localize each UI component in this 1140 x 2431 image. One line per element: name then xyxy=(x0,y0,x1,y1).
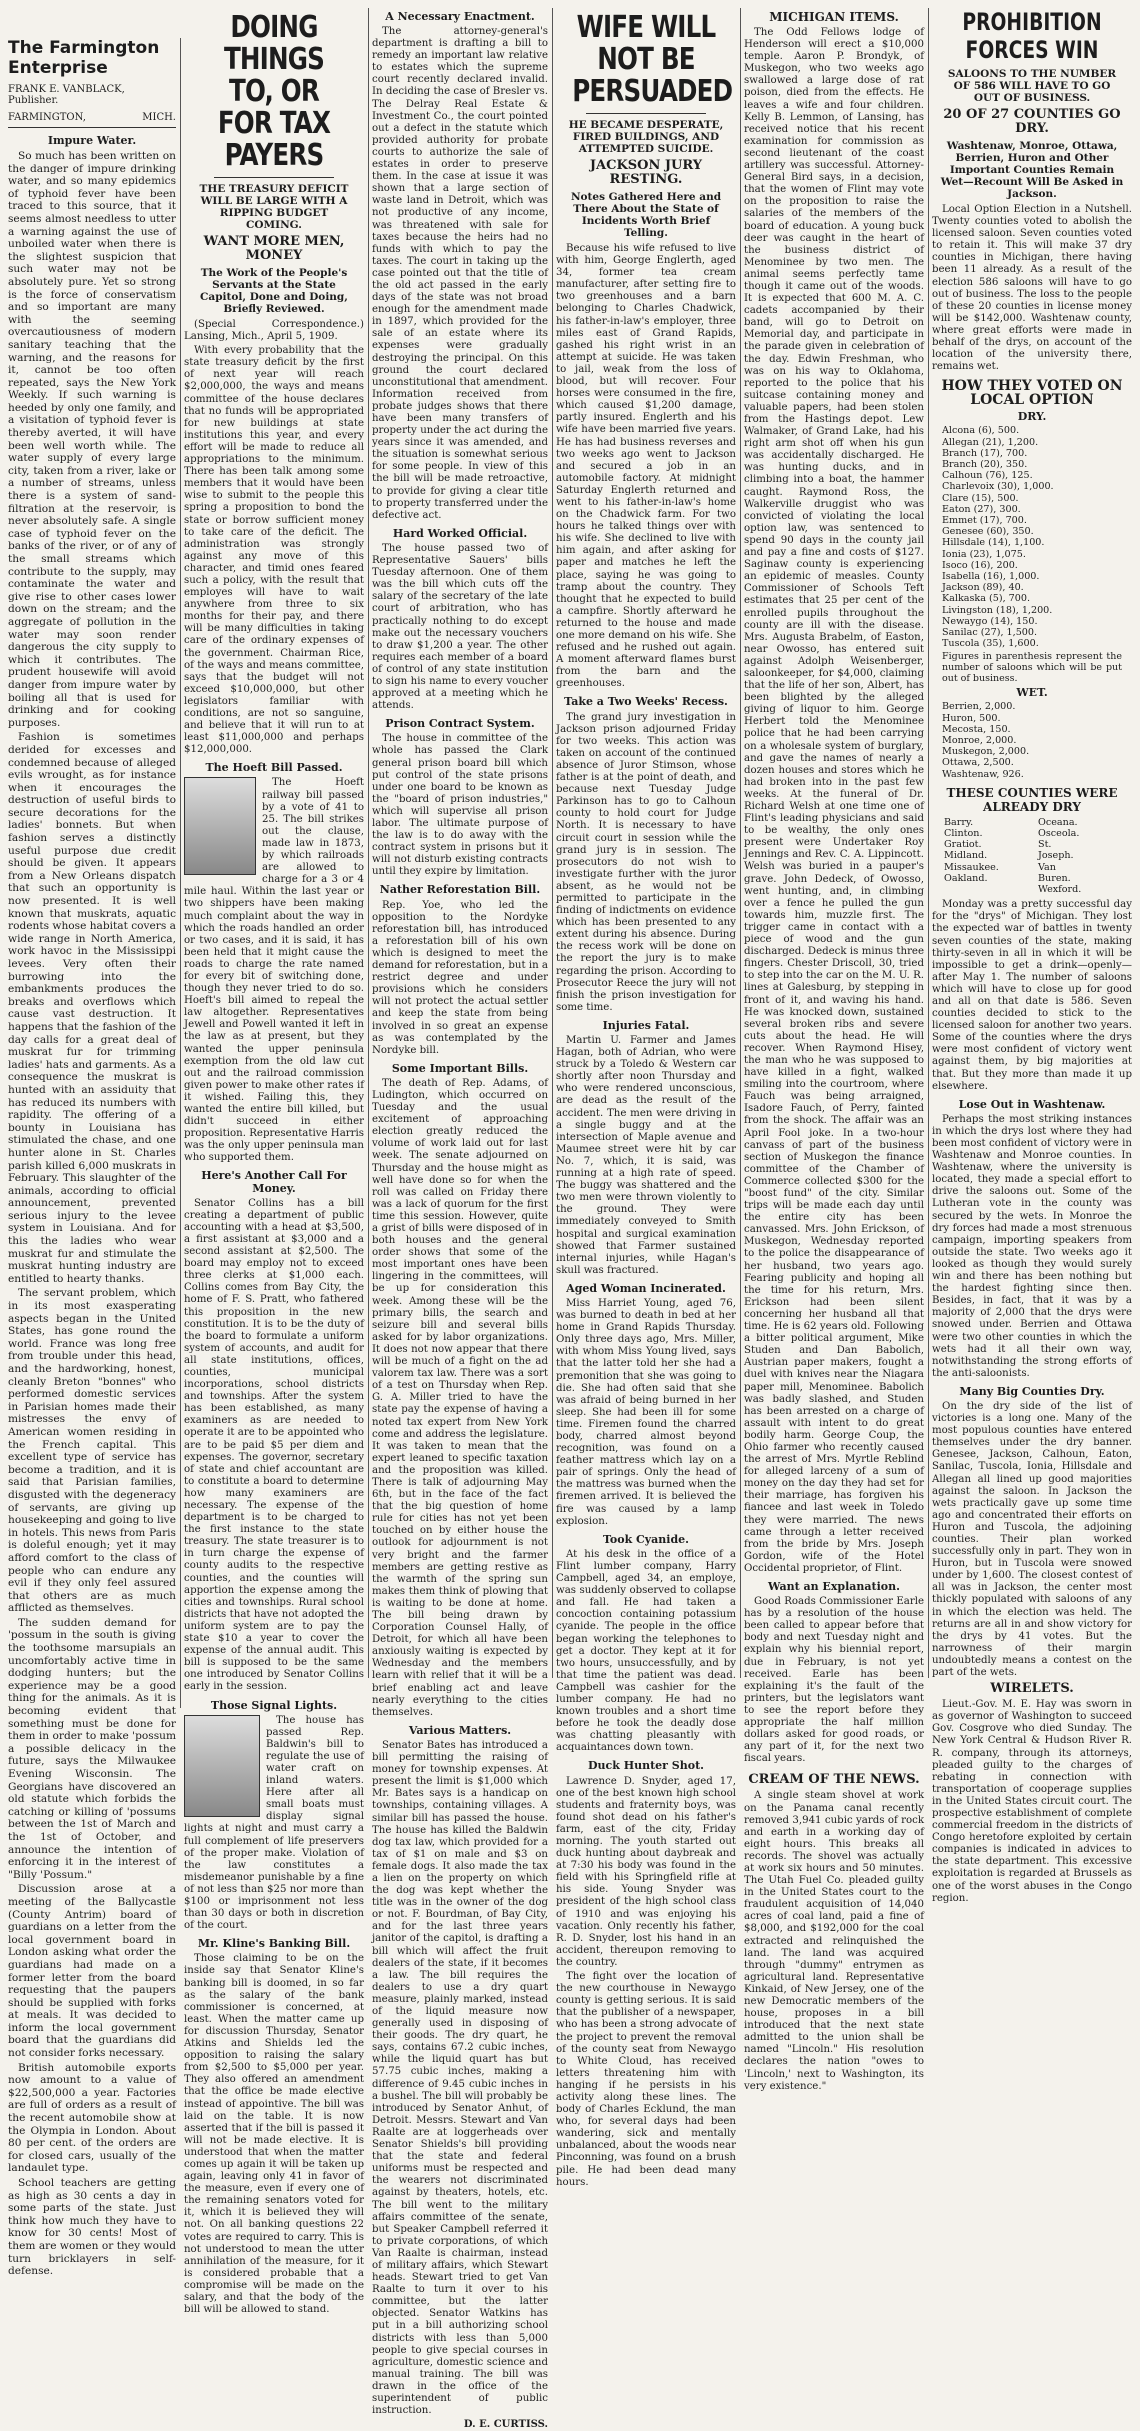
column-rule xyxy=(552,8,553,1678)
column-rule xyxy=(928,8,929,1678)
article-heading: Many Big Counties Dry. xyxy=(959,1384,1105,1398)
already-dry-col xyxy=(944,817,1038,895)
article-heading: Mr. Kline's Banking Bill. xyxy=(197,1937,351,1951)
paragraph: Good Roads Commissioner Earle has by a resolution of the house been called to appear before that body and next Tuesday night and explain why his biennial report, due in February, is not yet received. Earle has been explaining it's the fault of the printers, but the legislators want to see the report before they appropriate the half million dollars asked for good roads, or any part of it, for the next two fiscal years. xyxy=(744,1596,924,1765)
masthead-publisher: FRANK E. VANBLACK, Publisher. xyxy=(8,84,125,106)
article-heading: Prison Contract System. xyxy=(385,717,535,731)
dry-county-item: Isabella (16), 1,000. xyxy=(942,570,1040,582)
list-label: DRY. xyxy=(1017,410,1047,424)
column-1 xyxy=(8,8,176,2278)
column-rule xyxy=(368,8,369,1678)
column-3 xyxy=(372,8,549,2431)
section-heading: HOW THEY VOTED ON LOCAL OPTION xyxy=(941,378,1123,409)
column-4 xyxy=(556,8,736,2188)
footnote: Figures in parenthesis represent the number of saloons which will be put out of business. xyxy=(942,651,1122,685)
paragraph: British automobile exports now amount to a value of $22,500,000 a year. Factories are full of orders as a result of the recent automobile show at the Olympia in London. About 80 per cent. of the orders are for closed cars, usually of the landaulet type. xyxy=(8,2061,176,2175)
paragraph: Monday was a pretty successful day for the "drys" of Michigan. They lost the expected war of battles in twenty seven counties of the state, making thirty-seven in all in which it will be impossible to get a drink—openly—after May 1. The number of saloons which will have to close up for good and all on that date is 586. Seven counties decided to stick to the licensed saloon for another two years. Some of the counties where the drys were most confident of victory went against them, by big majorities at that. But they more than made it up elsewhere. xyxy=(932,899,1132,1092)
article-heading: Impure Water. xyxy=(47,134,137,147)
paragraph: A single steam shovel at work on the Panama canal recently removed 3,941 cubic yards of rock and earth in a working day of eight hours. This breaks all records. The shovel was actually at work six hours and 50 minutes. The Utah Fuel Co. pleaded guilty in the United States court to the fraudulent acquisition of 14,040 acres of coal land, paid a fine of $8,000, and $192,000 for the coal extracted and relinquished the land. The land was acquired through "dummy" entrymen as agricultural land. Representative Kinkaid, of New Jersey, one of the new Democratic members of the house, proposes in a bill introduced that the next state admitted to the union shall be named "Lincoln." His resolution declares the nation "owes to 'Lincoln,' next to Washington, its very existence." xyxy=(744,1790,924,2092)
deck-title: 20 OF 27 COUNTIES GO DRY. xyxy=(943,107,1121,136)
paragraph: On the dry side of the list of victories is a long one. Many of the most populous counties have entered themselves under the dry banner. Genesee, Jackson, Calhoun, Eaton, Sanilac, Tuscola, Ionia, Hillsdale and Allegan all lined up good majorities against the saloon. In Jackson the wets practically gave up some time ago and concentrated their efforts on Huron and Tuscola, the adjoining counties. Their plan worked successfully only in part. They won in Huron, but in Tuscola were snowed under by 1,600. The closest contest of all was in Jackson, the center most thickly populated with saloons of any in which the election was held. The returns are all in and show victory for the drys by 41 votes. But the narrowness of their margin undoubtedly means a contest on the part of the wets. xyxy=(932,1400,1132,1679)
paragraph: Perhaps the most striking instances in which the drys lost where they had been most confident of victory were in Washtenaw and Monroe counties. In Washtenaw, where the university is located, they made a special effort to drive the saloons out. Some of the Lutheran vote in the county was secured by the wets. In Monroe the dry forces had made a most strenuous campaign, importing speakers from outside the state. Two weeks ago it looked as though they would surely win and there has been nothing but the hardest fighting since then. Besides, in fact, that it was by a majority of 2,000 that the drys were snowed under. Berrien and Ottawa were two other counties in which the wets had it all their own way, notwithstanding the strong efforts of the anti-saloonists. xyxy=(932,1113,1132,1379)
dry-county-item: Isoco (16), 200. xyxy=(942,559,1018,571)
already-dry-item: St. Joseph. xyxy=(1038,839,1074,862)
paragraph: Senator Bates has introduced a bill permitting the raising of money for township expenses. At present the limit is $1,000 which Mr. Bates says is a handicap on townships, containing villages. A similar bill has passed the house. The house has killed the Baldwin dog tax law, which provided for a tax of $1 on male and $3 on female dogs. It also made the tax a lien on the property on which the dog was kept whether the title was in the owner of the dog or not. F. Bourdman, of Bay City, and for the last three years janitor of the capitol, is drafting a bill which will affect the fruit dealers of the state, if it becomes a law. The bill requires the dealers to use a dry quart measure, plainly marked, instead of the liquid measure now generally used in disposing of their goods. The dry quart, he says, contains 67.2 cubic inches, while the liquid quart has but 57.75 cubic inches, making a difference of 9.45 cubic inches in a bushel. The bill will probably be introduced by Senator Anhut, of Detroit. Messrs. Stewart and Van Raalte are at loggerheads over Senator Shields's bill providing that the state and federal uniforms must be respected and the wearers not discriminated against by theaters, hotels, etc. The bill went to the military affairs committee of the senate, but Speaker Campbell referred it to private corporations, of which Van Raalte is chairman, instead of military affairs, which Stewart heads. Stewart tried to get Van Raalte to turn it over to his committee, but the latter objected. Senator Watkins has put in a bill authorizing school districts with less than 5,000 people to give special courses in agriculture, domestic science and manual training. The bill was drawn in the office of the superintendent of public instruction. xyxy=(372,1739,548,2417)
dry-county-item: Alcona (6), 500. xyxy=(942,425,1020,437)
dry-county-item: Branch (20), 350. xyxy=(942,458,1028,470)
deck: Washtenaw, Monroe, Ottawa, Berrien, Huron and Other Important Counties Remain Wet—Recount Will Be Asked in Jackson. xyxy=(940,140,1124,200)
already-dry-item: Oceana. xyxy=(1038,816,1078,828)
paragraph: The sudden demand for 'possum in the south is giving the toothsome marsupials an uncomfortably active time in dodging hunters; but the experience may be a good thing for the animals. As it is becoming evident that something must be done for them in order to make 'possum a possible delicacy in the future, says the Milwaukee Evening Wisconsin. The Georgians have discovered an old statute which forbids the catching or killing of 'possums between the 1st of March and the 1st of October, and announce the intention of enforcing it in the interest of "Billy 'Possum." xyxy=(8,1616,176,1881)
paragraph: The attorney-general's department is drafting a bill to remedy an important law relative to estates which the supreme court recently declared invalid. In deciding the case of Bresler vs. The Delray Real Estate & Investment Co., the court pointed out a defect in the statute which provided authority for probate courts to authorize the sale of estates in order to preserve them. In the case at issue it was shown that a large section of waste land in Detroit, which was not productive of any income, was threatened with sale for taxes because the heirs had no funds with which to pay the taxes. The court in taking up the case pointed out that the title of the old act passed in the early days of the state was not broad enough for the amendment made in 1897, which provided for the sale of an estate where its expenses were gradually destroying the principal. On this ground the court declared unconstitutional that amendment. Information received from probate judges shows that there have been many transfers of property under the act during the years since it was amended, and the situation is somewhat serious for some people. In view of this the bill will be made retroactive, to provide for giving a clear title to property transferred under the defective act. xyxy=(372,26,549,521)
paragraph: Local Option Election in a Nutshell. Twenty counties voted to abolish the licensed saloon. Seven counties voted to retain it. This will make 37 dry counties in Michigan, there having been 11 already. As a result of the election 586 saloons will have to go out of business. The loss to the people of these 20 counties in license money will be $142,000. Washtenaw county, where great efforts were made in behalf of the drys, on account of the location of the university there, remains wet. xyxy=(932,204,1132,373)
article-body xyxy=(932,204,1132,373)
article-heading: A Necessary Enactment. xyxy=(385,10,535,23)
divider xyxy=(586,113,706,114)
section-heading: THESE COUNTIES WERE ALREADY DRY xyxy=(946,785,1118,814)
masthead-publisher-row xyxy=(8,84,176,106)
portrait-image xyxy=(184,777,256,875)
wet-county-list xyxy=(942,701,1132,779)
paragraph: Martin U. Farmer and James Hagan, both of Adrian, who were struck by a Toledo & Western car shortly after noon Thursday and who were rendered unconscious, are dead as the result of the accident. The men were driving in a single buggy and at the intersection of Maple avenue and Maumee street were hit by car No. 7, which, it is said, was running at a high rate of speed. The buggy was shattered and the two men were thrown violently to the ground. They were immediately conveyed to Smith hospital and surgical examination showed that Farmer sustained internal injuries, while Hagan's skull was fractured. xyxy=(556,1035,736,1276)
byline: D. E. CURTISS. xyxy=(463,2419,548,2431)
dry-county-list xyxy=(942,425,1132,649)
masthead-state: MICH. xyxy=(142,112,176,123)
dry-county-item: Kalkaska (5), 700. xyxy=(942,593,1031,605)
article-heading: Here's Another Call For Money. xyxy=(201,1169,347,1195)
wet-county-item: Mecosta, 150. xyxy=(942,723,1011,735)
article-heading: Lose Out in Washtenaw. xyxy=(958,1097,1106,1111)
article-body xyxy=(932,899,1132,1905)
paragraph: Rep. Yoe, who led the opposition to the Nordyke reforestation bill, has introduced a reforestation bill of his own which is designed to meet the demand for reforestation, but in a restrict degree and under provisions which he considers will not protect the actual settler and keep the state from being involved in so great an expense as was contemplated by the Nordyke bill. xyxy=(372,899,548,1056)
paragraph: Because his wife refused to live with him, George Englerth, aged 34, former tea cream manufacturer, after setting fire to two greenhouses and a barn belonging to Charles Chadwick, his father-in-law's employer, three miles east of Grand Rapids, gashed his right wrist in an attempt at suicide. He was taken to jail, weak from the loss of blood, but will recover. Four horses were consumed in the fire, which caused $1,200 damage, partly insured. Englerth and his wife have been married five years. He has had business reverses and two weeks ago went to Jackson and secured a job in an automobile factory. At midnight Saturday Englerth returned and went to his father-in-law's home on the Chadwick farm. For two hours he talked things over with his wife. She declined to live with him again, and after asking for paper and matches he left the place, saying he was going to tramp about the country. They thought that he expected to build a campfire. Shortly afterward he returned to the house and made one more demand on his wife. She refused and he rushed out again. A moment afterward flames burst from the barn and the greenhouses. xyxy=(556,243,736,690)
article-heading: Those Signal Lights. xyxy=(210,1698,338,1712)
paragraph: The fight over the location of the new courthouse in Newaygo county is getting serious. It is said that the publisher of a newspaper, who has been a strong advocate of the project to prevent the removal of the county seat from Newaygo to White Cloud, has received letters threatening him with hanging if he persists in his activity along these lines. The body of Charles Ecklund, the man who, for several days had been wandering, sick and mentally unbalanced, about the woods near Pinconning, was found on a brush pile. He had been dead many hours. xyxy=(556,1971,736,2188)
paragraph: Miss Harriet Young, aged 76, was burned to death in bed at her home in Grand Rapids Thursday. Only three days ago, Mrs. Miller, with whom Miss Young lived, says that the latter told her she had a premonition that she was going to die. She had often said that she was afraid of being burned in her sleep. She had been ill for some time. Firemen found the charred body, charred almost beyond recognition, was found on a feather mattress which lay on a pair of springs. Only the head of the mattress was burned when the firemen arrived. It is believed the fire was caused by a lamp explosion. xyxy=(556,1297,736,1527)
already-dry-item: Clinton. xyxy=(944,828,983,839)
paragraph: Fashion is sometimes derided for excesses and condemned because of alleged evils wrought, as for instance when it encourages the destruction of useful birds to secure decorations for the ladies' bonnets. But when fashion serves a distinctly useful purpose due credit should be given. It appears from a New Orleans dispatch that such an opportunity is now presented. It is well known that muskrats, aquatic rodents whose habitat covers a wide range in North America, work havoc in the Mississippi levees. Very often their burrowing into the embankments produces the breaks and overflows which cause vast destruction. It happens that the fashion of the day calls for a great deal of muskrat fur for trimming ladies' hats and garments. As a consequence the muskrat is hunted with an assiduity that has reduced its numbers with rapidity. The offering of a bounty in Louisiana has stimulated the chase, and one hunter alone in St. Charles parish killed 6,000 muskrats in February. This slaughter of the animals, according to official announcement, prevented serious injury to the levee system in Louisiana. And for this the ladies who wear muskrat fur and stimulate the muskrat hunting industry are entitled to hearty thanks. xyxy=(8,731,176,1285)
newspaper-page xyxy=(8,8,1132,2431)
dry-county-item: Jackson (89), 40. xyxy=(942,582,1024,594)
wet-county-item: Berrien, 2,000. xyxy=(942,701,1016,713)
article-body xyxy=(744,27,924,2093)
headline: WIFE WILL NOT BE PERSUADED xyxy=(572,10,733,109)
dry-county-item: Allegan (21), 1,200. xyxy=(942,436,1039,448)
paragraph: The death of Rep. Adams, of Ludington, which occurred on Tuesday and the usual excitement of approaching election greatly reduced the volume of work laid out for last week. The senate adjourned on Thursday and the house might as well have done so for when the roll was called on Friday there was a lack of quorum for the first time this session. However, quite a grist of bills were disposed of in both houses and the general order shows that some of the most important ones have been lingering in the committees, will be up for consideration this week. Among these will be the primary bills, the search and seizure bill and several bills asked for by labor organizations. It does not now appear that there will be much of a fight on the ad valorem tax law. There was a sort of a test on Thursday when Rep. G. A. Miller tried to have the state pay the expense of having a noted tax expert from New York come and address the legislature. It was taken to mean that the expert leaned to specific taxation and the proposition was killed. There is talk of adjourning May 6th, but in the face of the fact that the big question of home rule for cities has not yet been touched on by either house the outlook for adjournment is not very bright and the farmer members are getting restive as the warmth of the spring sun makes them think of plowing that is waiting to be done at home. The bill being drawn by Corporation Counsel Hally, of Detroit, for which all have been anxiously waiting is expected by Wednesday and the members learn with relief that it will be a brief enabling act and leave nearly everything to the cities themselves. xyxy=(372,1077,548,1718)
paragraph: The Hoeft railway bill passed by a vote of 41 to 25. The bill strikes out the clause, made law in 1873, by which railroads are allowed to charge for a 3 or 4 mile haul. Within the last year or two shippers have been making much complaint about the way in which the roads handled an order or two cases, and it is said, it has been held that it might cause the roads to charge the rate named for every bit of switching done, though they never tried to do so. Hoeft's bill aimed to repeal the law altogether. Representatives Jewell and Powell wanted it left in the law as at present, but they wanted the upper peninsula exemption from the old law cut out and the railroad commission given power to make other rates if it wished. Failing this, they wanted the entire bill killed, but didn't succeed in either proposition. Representative Harris was the only upper peninsula man who supported them. xyxy=(184,777,364,1164)
article-body xyxy=(8,150,176,2278)
paragraph: The house passed two of Representative Sauers' bills Tuesday afternoon. One of them was the bill which cuts off the salary of the secretary of the late court of arbitration, who has practically nothing to do except make out the necessary vouchers to draw $1,200 a year. The other requires each member of a board of control of any state institution to sign his name to every voucher approved at a meeting which he attends. xyxy=(372,542,548,712)
article-body xyxy=(372,26,548,2431)
paragraph: At his desk in the office of a Flint lumber company, Harry Campbell, aged 34, an employe, was suddenly observed to collapse and fall. He had taken a concoction containing potassium cyanide. The people in the office began working the telephones to get a doctor. They kept at it for two hours, unsuccessfully, and by that time the patient was dead. Campbell was cashier for the lumber company. He had no known troubles and a short time before he took the deadly dose was chatting pleasantly with acquaintances down town. xyxy=(556,1548,736,1754)
article-heading: Nather Reforestation Bill. xyxy=(379,883,541,897)
paragraph: Lieut.-Gov. M. E. Hay was sworn in as governor of Washington to succeed Gov. Cosgrove who died Sunday. The New York Central & Hudson River R. R. company, through its attorneys, pleaded guilty to the charges of rebating in connection with transportation of cooperage supplies in the United States circuit court. The prospective establishment of complete commercial freedom in the districts of Congo heretofore exploited by certain companies is indicated in advices to the state department. This excessive exploitation is regarded at Brussels as one of the worst abuses in the Congo region. xyxy=(932,1699,1132,1904)
masthead-title: The Farmington Enterprise xyxy=(8,38,160,78)
article-heading: Take a Two Weeks' Recess. xyxy=(564,695,728,709)
paragraph: Lawrence D. Snyder, aged 17, one of the best known high school students and fraternity boys, was found shot dead on his father's farm, east of the city, Friday morning. The youth started out duck hunting about daybreak and at 7:30 his body was found in the field with his Springfield rifle at his side. Young Snyder was president of the high school class of 1910 and was enjoying his vacation. Only recently his father, R. D. Snyder, lost his hand in an accident, thereupon removing to the country. xyxy=(556,1775,736,1968)
paragraph: School teachers are getting as high as 30 cents a day in some parts of the state. Just think how much they have to know for 30 cents! Most of them are women or they would turn bricklayers in self-defense. xyxy=(8,2177,176,2278)
already-dry-item: Midland. xyxy=(944,850,988,862)
masthead-place-row xyxy=(8,112,176,123)
article-heading: Various Matters. xyxy=(408,1723,512,1737)
dry-county-item: Eaton (27), 300. xyxy=(942,503,1021,515)
wet-county-item: Washtenaw, 926. xyxy=(942,768,1024,780)
article-heading: Duck Hunter Shot. xyxy=(588,1759,704,1773)
deck-title: WANT MORE MEN, MONEY xyxy=(203,234,345,263)
already-dry-item: Van Buren. xyxy=(1038,861,1071,884)
deck: Notes Gathered Here and There About the State of Incidents Worth Brief Telling. xyxy=(570,191,722,239)
dry-county-item: Branch (17), 700. xyxy=(942,447,1028,459)
article-heading: Want an Explanation. xyxy=(768,1580,900,1593)
wet-county-item: Ottawa, 2,500. xyxy=(942,757,1014,769)
masthead-divider xyxy=(8,127,176,128)
deck: SALOONS TO THE NUMBER OF 586 WILL HAVE TO GO OUT OF BUSINESS. xyxy=(947,68,1117,104)
article-heading: The Hoeft Bill Passed. xyxy=(205,761,343,775)
already-dry-item: Missaukee. xyxy=(944,861,999,873)
deck: HE BECAME DESPERATE, FIRED BUILDINGS, AND ATTEMPTED SUICIDE. xyxy=(568,119,724,155)
dry-county-item: Tuscola (35), 1,600. xyxy=(942,638,1039,650)
headline: PROHIBITION FORCES WIN xyxy=(962,8,1102,64)
dry-county-item: Calhoun (76), 125. xyxy=(942,470,1033,482)
dry-county-item: Hillsdale (14), 1,100. xyxy=(942,537,1045,549)
dry-county-item: Clare (15), 500. xyxy=(942,492,1019,504)
already-dry-list xyxy=(932,817,1132,895)
dry-county-item: Livingston (18), 1,200. xyxy=(942,604,1053,616)
column-rule xyxy=(180,38,181,1708)
wet-county-item: Monroe, 2,000. xyxy=(942,734,1017,746)
already-dry-col xyxy=(1038,817,1132,895)
dry-county-item: Charlevoix (30), 1,000. xyxy=(942,481,1054,493)
dry-county-item: Ionia (23), 1,075. xyxy=(942,548,1026,560)
already-dry-item: Wexford. xyxy=(1038,884,1082,896)
article-body xyxy=(184,319,364,2316)
article-heading: Hard Worked Official. xyxy=(392,526,528,540)
dry-county-item: Genesee (60), 350. xyxy=(942,526,1034,538)
list-label: WET. xyxy=(1016,686,1048,700)
paragraph: The grand jury investigation in Jackson prison adjourned Friday for two weeks. This action was taken on account of the continued absence of Juror Stimson, whose father is at the point of death, and because next Tuesday Judge Parkinson has to go to Calhoun county to hold court for Judge North. It is necessary to have circuit court in session while the grand jury is in session. The prosecutors do not wish to investigate further with the juror absent, as he would not be permitted to participate in the finding of indictments on evidence which has been presented to any extent during his absence. During the recess work will be done on the report the jury is to make regarding the prison. According to Prosecutor Reece the jury will not finish the prison investigation for some time. xyxy=(556,711,736,1013)
column-2 xyxy=(184,8,364,2316)
paragraph: With every probability that the state treasury deficit by the first of next year will reach $2,000,000, the ways and means committee of the house declares that no funds will be appropriated for new buildings at state institutions this year, and every effort will be made to reduce all appropriations to the minimum. There has been talk among some members that it would have been wise to submit to the people this spring a proposition to bond the state or borrow sufficient money to take care of the deficit. The administration was strongly against any move of this character, and timid ones feared such a policy, with the result that employes will have to wait anywhere from three to six months for their pay, and there will be many difficulties in taking care of the ordinary expenses of the government. Chairman Rice, of the ways and means committee, says that the budget will not exceed $10,000,000, but other legislators familiar with conditions, are not so sanguine, and believe that it will run to at least $11,000,000 and perhaps $12,000,000. xyxy=(184,345,364,756)
headline: DOING THINGS TO, OR FOR TAX PAYERS xyxy=(217,10,331,173)
column-5 xyxy=(744,8,924,2092)
already-dry-item: Barry. xyxy=(944,816,974,828)
paragraph: So much has been written on the danger of impure drinking water, and so many epidemics of typhoid fever have been traced to this source, that it seems almost needless to utter a warning against the use of unboiled water when there is the slightest suspicion that such water may not be absolutely pure. Yet so strong is the force of conservatism and so important are many with the seeming overcautiousness of modern sanitary teaching that the warning, and the reasons for it, cannot be too often repeated, says the New York Weekly. If such warning is heeded by only one family, and a visitation of typhoid fever is thereby averted, it will have been well worth while. The water supply of every large city, taken from a river, lake or a number of streams, unless there is a system of sand-filtration at the reservoir, is never absolutely safe. A single case of typhoid fever on the banks of the river, or of any of the small streams which contribute to the supply, may contaminate the water and give rise to other cases lower down on the stream; and the aggregate of pollution in the water may soon render dangerous the city supply to which it contributes. The prudent housewife will avoid danger from impure water by boiling all that is used for drinking and for cooking purposes. xyxy=(8,150,176,729)
dateline: (Special Correspondence.) Lansing, Mich., April 5, 1909. xyxy=(184,319,364,343)
dry-county-item: Sanilac (27), 1,500. xyxy=(942,626,1038,638)
portrait-image xyxy=(184,1715,260,1817)
dry-county-item: Newaygo (14), 150. xyxy=(942,615,1038,627)
section-heading: CREAM OF THE NEWS. xyxy=(748,1772,920,1788)
wet-county-item: Huron, 500. xyxy=(942,712,1001,724)
paragraph: The house has passed Rep. Baldwin's bill to regulate the use of water craft on inland waters. Here after all small boats must display signal lights at night and must carry a full complement of life preservers of the proper make. Violation of the law constitutes a misdemeanor punishable by a fine of not less than $25 nor more than $100 or imprisonment not less than 30 days or both in discretion of the court. xyxy=(184,1714,364,1932)
paragraph: Those claiming to be on the inside say that Senator Kline's banking bill is doomed, in so far as the salary of the bank commissioner is concerned, at least. When the matter came up for discussion Thursday, Senator Atkins and Shields led the opposition to raising the salary from $2,500 to $5,000 per year. They also offered an amendment that the office be made elective instead of appointive. The bill was laid on the table. It is now asserted that if the bill is passed it will not be made elective. It is understood that when the matter comes up again it will be taken up again, leaving only 41 in favor of the measure, even if every one of the remaining senators voted for it, which it is believed they will not. On all banking questions 22 votes are required to carry. This is not understood to mean the utter annihilation of the measure, for it is considered probable that a compromise will be made on the salary, and that the body of the bill will be allowed to stand. xyxy=(184,1953,364,2316)
wet-county-item: Muskegon, 2,000. xyxy=(942,746,1030,758)
article-body xyxy=(556,243,736,2189)
already-dry-item: Gratiot. xyxy=(944,839,982,851)
deck: THE TREASURY DEFICIT WILL BE LARGE WITH A RIPPING BUDGET COMING. xyxy=(199,183,349,231)
column-6 xyxy=(932,8,1132,1904)
paragraph: Senator Collins has a bill creating a department of public accounting with a head at $3,500, a first assistant at $3,000 and a second assistant at $2,500. The board may employ not to exceed three clerks at $1,000 each. Collins comes from Bay City, the home of F. S. Pratt, who fathered this proposition in the new constitution. It is to be the duty of the board to formulate a uniform system of accounts, and audit for all state institutions, offices, counties, municipal incorporations, school districts and townships. After the system has been established, as many examiners as are needed to operate it are to be appointed who are to be paid $5 per diem and expenses. The governor, secretary of state and chief accountant are to constitute a board to determine how many examiners are necessary. The expense of the department is to be charged to the first instance to the state treasury. The state treasurer is to in turn charge the expense of county audits to the respective counties, and the counties will apportion the expense among the cities and townships. Rural school districts that have not adopted the uniform system are to pay the state $10 a year to cover the expense of the annual audit. This bill is supposed to be the same one introduced by Senator Collins early in the session. xyxy=(184,1197,364,1693)
masthead-place: FARMINGTON, xyxy=(8,112,86,123)
paragraph: The house in committee of the whole has passed the Clark general prison board bill which put control of the state prisons under one board to be known as the "board of prison industries," which will supervise all prison labor. The ultimate purpose of the law is to do away with the contract system in prisons but it will not disturb existing contracts until they expire by limitation. xyxy=(372,733,548,878)
divider xyxy=(214,177,334,178)
already-dry-item: Osceola. xyxy=(1038,828,1080,839)
dry-county-item: Emmet (17), 700. xyxy=(942,514,1027,526)
already-dry-item: Oakland. xyxy=(944,872,988,884)
section-heading: MICHIGAN ITEMS. xyxy=(769,10,899,24)
paragraph: The servant problem, which in its most exasperating aspects began in the United States, has gone round the world. France was long free from trouble under this head, and the hardworking, honest, cleanly Breton "bonnes" who performed domestic services in Parisian homes made their mistresses the envy of American women residing in the French capital. This excellent type of service has become a tradition, and it is said that Parisian families, disgusted with the degeneracy of servants, are giving up housekeeping and going to live in hotels. This news from Paris is doleful enough; yet it may afford comfort to the class of people who can endure any evil if they only feel assured that others are as much afflicted as themselves. xyxy=(8,1287,176,1615)
deck: The Work of the People's Servants at the State Capitol, Done and Doing, Briefly Reviewed. xyxy=(200,267,348,315)
paragraph: Discussion arose at a meeting of the Ballycastle (County Antrim) board of guardians on a letter from the local government board in London asking what order the guardians had made on a former letter from the board requesting that the paupers should be supplied with forks at meals. It was decided to inform the local government board that the guardians did not consider forks necessary. xyxy=(8,1883,176,2060)
article-heading: Took Cyanide. xyxy=(602,1532,690,1546)
article-heading: Injuries Fatal. xyxy=(602,1018,690,1032)
paragraph: The Odd Fellows lodge of Henderson will erect a $10,000 temple. Aaron P. Brondyk, of Muskegon, who two weeks ago swallowed a large dose of rat poison, died from the effects. He leaves a wife and four children. Kelly B. Lemmon, of Lansing, has received notice that his recent examination for commission as second lieutenant of the coast artillery was successful. Attorney-General Bird says, in a decision, that the women of Flint may vote on the proposition to raise the salaries of the members of the board of education. A young buck deer was caught in the heart of the business district of Menominee by two men. The animal seems perfectly tame though it came out of the woods. It is expected that 600 M. A. C. cadets accompanied by their band, will go to Detroit on Memorial day, and participate in the parade given in celebration of the day. Edwin Freshman, who was on his way to Oklahoma, reported to the police that his suitcase containing money and valuable papers, had been stolen from the Hastings depot. Lew Walmaker, of Grand Lake, had his right arm shot off when his gun was accidentally discharged. He was hunting ducks, and in climbing into a boat, the hammer caught. Raymond Ross, the Walkerville druggist who was convicted of violating the local option law, was sentenced to spend 90 days in the county jail and pay a fine and costs of $127. Saginaw county is experiencing an epidemic of measles. County Commissioner of Schools Teft estimates that 25 per cent of the enrolled pupils throughout the county are ill with the disease. Mrs. Augusta Brabelm, of Easton, near Owosso, has entered suit against Adolph Weisenberger, saloonkeeper, for $4,000, claiming that the life of her son, Albert, has been blighted by the alleged giving of liquor to him. George Herbert told the Menominee police that he had been carrying on a wholesale system of burglary, and gave the names of nearly a dozen houses and stores which he had broken into in the past few weeks. At the funeral of Dr. Richard Welsh at one time one of Flint's leading physicians and said to be wealthy, the only ones present were Undertaker Roy Jennings and Rev. C. A. Lippincott. Welsh was buried in a pauper's grave. John Dedeck, of Owosso, went hunting, and, in climbing over a fence he pulled the gun towards him, muzzle first. The trigger came in contact with a piece of wood and the gun discharged. Dedeck is minus three fingers. Chester Driscoll, 30, tried to step into the car on the M. U. R. lines at Galesburg, by stepping in front of it, and waving his hand. He was knocked down, sustained several broken ribs and severe cuts about the head. He will recover. When Raymond Hisey, the man who he was supposed to have killed in a fight, walked smiling into the courtroom, where Fauch was being arraigned, Isadore Fauch, of Perry, fainted from the shock. The affair was an April Fool joke. In a two-hour canvass of part of the business section of Muskegon the finance committee of the Chamber of Commerce collected $300 for the "boost fund" of the city. Similar trips will be made each day until the entire city has been canvassed. Mrs. John Erickson, of Muskegon, Wednesday reported to the police the disappearance of her husband, two years ago. Fearing publicity and hoping all the time for his return, Mrs. Erickson had been silent concerning her husband all that time. He is 62 years old. Following a bitter political argument, Mike Studen and Dan Babolich, Austrian paper makers, fought a duel with knives near the Niagara paper mill, Menominee. Babolich was badly slashed, and Studen has been arrested on a charge of assault with intent to do great bodily harm. George Coup, the Ohio farmer who recently caused the arrest of Mrs. Myrtle Reblind for alleged larceny of a sum of money on the day they had set for their marriage, has forgiven his fiancee and last week in Toledo they were married. The news came through a letter received from the bride by Mrs. Joseph Gordon, wife of the Hotel Occidental proprietor, of Flint. xyxy=(744,27,924,1574)
column-rule xyxy=(740,8,741,1678)
deck-title: JACKSON JURY RESTING. xyxy=(589,158,703,187)
section-heading: WIRELETS. xyxy=(990,1681,1074,1697)
article-heading: Some Important Bills. xyxy=(391,1061,529,1075)
article-heading: Aged Woman Incinerated. xyxy=(566,1281,726,1295)
